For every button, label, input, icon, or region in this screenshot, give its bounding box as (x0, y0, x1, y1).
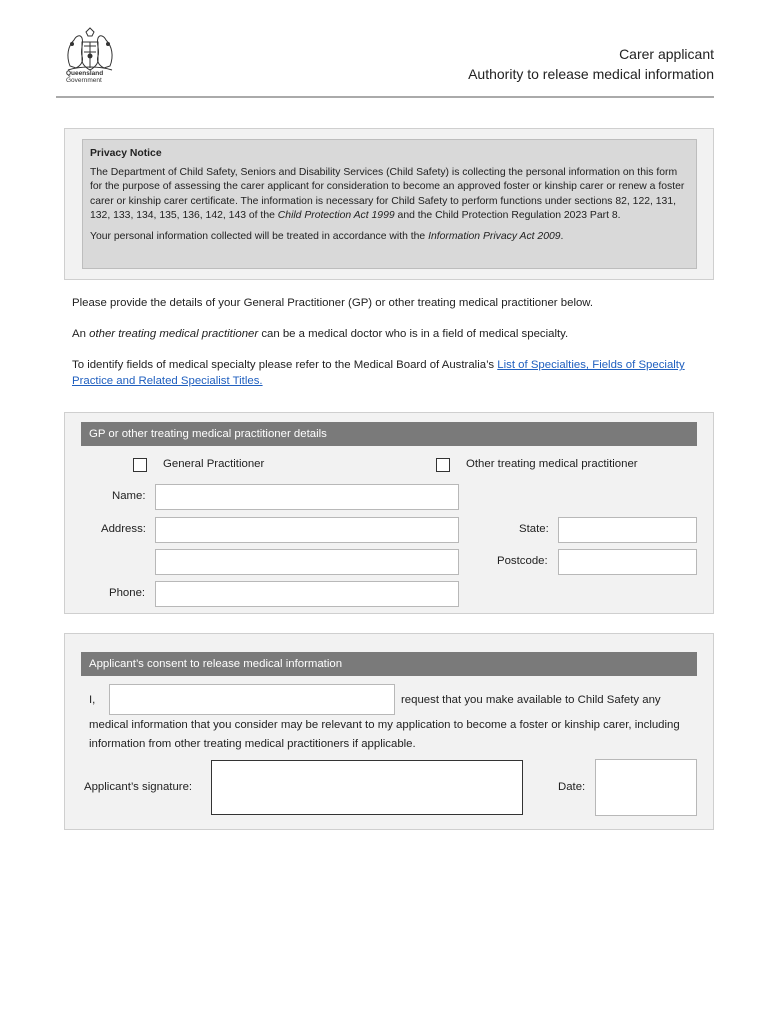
consent-request-text: request that you make available to Child Safety any (401, 694, 661, 706)
logo-wordmark (66, 70, 103, 84)
gp-details-heading: GP or other treating medical practitioner details (81, 422, 697, 446)
other-practitioner-label: Other treating medical practitioner (466, 458, 638, 470)
intro-paragraph-2 (72, 326, 702, 342)
logo-text-government: Government (66, 77, 102, 84)
phone-field[interactable] (155, 581, 459, 607)
privacy-text-2b: . (560, 230, 564, 242)
document-title (468, 44, 714, 84)
intro-paragraph-1: Please provide the details of your General Practitioner (GP) or other treating medical practitioner below. (72, 297, 594, 309)
logo-text-queensland: Queensland (66, 70, 104, 77)
address-line2-field[interactable] (155, 549, 459, 575)
postcode-field[interactable] (558, 549, 697, 575)
document-title-line2: Authority to release medical information (468, 66, 714, 82)
intro-p2-a: An (72, 328, 90, 340)
address-line1-field[interactable] (155, 517, 459, 543)
privacy-notice-paragraph-2 (90, 230, 689, 245)
privacy-notice-paragraph (90, 166, 689, 224)
state-field[interactable] (558, 517, 697, 543)
document-title-line1: Carer applicant (619, 46, 714, 62)
address-label: Address: (101, 523, 146, 535)
privacy-notice-heading: Privacy Notice (90, 148, 162, 159)
date-field[interactable] (595, 759, 697, 816)
state-label: State: (519, 523, 549, 535)
privacy-text-2a: Your personal information collected will be treated in accordance with the (90, 230, 429, 242)
applicant-signature-box[interactable] (211, 760, 523, 815)
privacy-notice-box (82, 139, 697, 269)
privacy-text-act: Child Protection Act 1999 (277, 210, 395, 222)
postcode-label: Postcode: (497, 555, 548, 567)
applicant-name-field[interactable] (109, 684, 395, 715)
general-practitioner-checkbox[interactable] (133, 458, 147, 472)
privacy-text-ipa: Information Privacy Act 2009 (428, 230, 561, 242)
intro-paragraph-3 (72, 357, 697, 389)
consent-heading: Applicant’s consent to release medical information (81, 652, 697, 676)
signature-label: Applicant’s signature: (84, 781, 193, 793)
consent-body-text: medical information that you consider may be relevant to my application to become a foster or kinship carer, including information from other treating medical practitioners if applicable. (89, 719, 680, 750)
intro-p3-a: To identify fields of medical specialty please refer to the Medical Board of Australia’s (72, 359, 498, 371)
phone-label: Phone: (109, 587, 146, 599)
intro-p2-b: can be a medical doctor who is in a field of medical specialty. (258, 328, 569, 340)
general-practitioner-label: General Practitioner (163, 458, 265, 470)
consent-i-label: I, (89, 694, 96, 706)
header-divider (56, 96, 714, 98)
intro-p2-italic: other treating medical practitioner (89, 328, 259, 340)
name-label: Name: (112, 490, 146, 502)
privacy-text-1b: and the Child Protection Regulation 2023 Part 8. (394, 210, 621, 222)
privacy-text-1a: The Department of Child Safety, Seniors and Disability Services (Child Safety) is collecting the personal information on this form for the purpose of assessing the carer applicant for consideration to become an approved foster or kinship carer or renew a foster carer or kinship carer certificate. The information is necessary for Child Safety to perform functions under sections 82, 122, 131, 132, 133, 134, 135, 136, 142, 143 of the (90, 166, 685, 222)
other-practitioner-checkbox[interactable] (436, 458, 450, 472)
practitioner-name-field[interactable] (155, 484, 459, 510)
date-label: Date: (558, 781, 586, 793)
specialties-link[interactable]: List of Specialties, Fields of Specialty Practice and Related Specialist Titles. (72, 359, 685, 387)
